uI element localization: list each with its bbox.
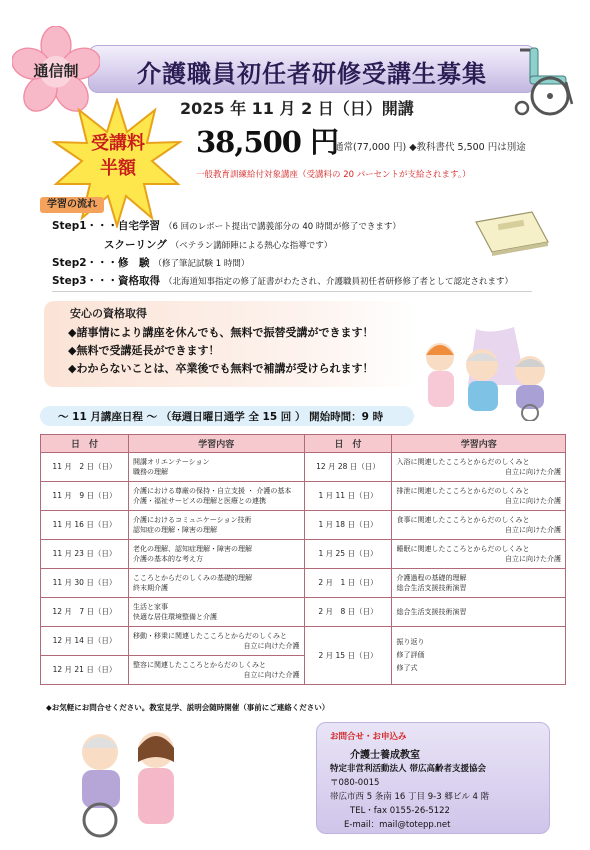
table-row: 12 月 14 日（日） 移動・移乗に関連したこころとからだのしくみと 自立に向けた介護 2 月 15 日（日） 振り返り 修了評価 修了式 [41, 627, 566, 656]
schedule-table [40, 434, 566, 685]
contact-zip: 〒080-0015 [330, 778, 380, 788]
table-row: 12 月 21 日（日） 整容に関連したこころとからだのしくみと 自立に向けた介護 [41, 656, 566, 685]
assurance-line: ◆諸事情により講座を休んでも、無料で振替受講ができます！ [68, 326, 374, 339]
step-3: Step3・・・資格取得 （北海道知事指定の修了証書がわたされ、介護職員初任者研修修了者として認定されます） [52, 275, 514, 287]
price-note: 通常(77,000 円) ◆教科書代 5,500 円は別途 [334, 142, 526, 153]
page-title: 介護職員初任者研修受講生募集 [137, 60, 487, 88]
wheelchair-icon [510, 42, 582, 118]
contact-corporation: 特定非営利活動法人 帯広高齢者支援協会 [330, 764, 486, 774]
half-price-badge: 受講料 半額 [91, 133, 145, 179]
assurance-line: ◆無料で受講延長ができます！ [68, 344, 220, 357]
column-header-content: 学習内容 [128, 435, 304, 453]
schedule-title: ～ 11 月講座日程 ～ （毎週日曜日通学 全 15 回 ） 開始時間：9 時 [58, 411, 384, 423]
learning-flow-label: 学習の流れ [40, 197, 104, 213]
title-banner [88, 45, 536, 93]
open-date: 2025 年 11 月 2 日（日）開講 [180, 99, 414, 118]
column-header-date: 日 付 [41, 435, 129, 453]
contact-org: 介護士養成教室 [350, 750, 420, 761]
assurance-title: 安心の資格取得 [70, 307, 147, 320]
step-2: Step2・・・修 験 （修了筆記試験 1 時間） [52, 257, 250, 269]
correspondence-badge: 通信制 [33, 62, 79, 80]
column-header-content: 学習内容 [392, 435, 566, 453]
table-row: 11 月 16 日（日） 介護におけるコミュニケーション技術 認知症の理解・障害の理解 1 月 18 日（日） 食事に関連したこころとからだのしくみと 自立に向けた介護 [41, 511, 566, 540]
column-header-date: 日 付 [304, 435, 392, 453]
step-schooling: スクーリング （ベテラン講師陣による熱心な指導です） [104, 239, 333, 251]
contact-address: 帯広市西 5 条南 16 丁目 9-3 郷ビル 4 階 [330, 792, 490, 802]
contact-phone[interactable]: TEL・fax 0155-26-5122 [350, 806, 450, 816]
grant-note: 一般教育訓練給付対象講座（受講料の 20 パーセントが支給されます。） [196, 170, 471, 180]
caregiver-illustration [66, 722, 204, 840]
table-row: 11 月 30 日（日） こころとからだのしくみの基礎的理解 終末期介護 2 月 1 日（日） 介護過程の基礎的理解 総合生活支援技術演習 [41, 569, 566, 598]
contact-email[interactable]: E-mail：mail@totepp.net [344, 820, 451, 830]
notebook-icon [470, 208, 552, 256]
table-row: 12 月 7 日（日） 生活と家事 快適な居住環境整備と介護 2 月 8 日（日） 総合生活支援技術演習 [41, 598, 566, 627]
assurance-line: ◆わからないことは、卒業後でも無料で補講が受けられます！ [68, 362, 374, 375]
elderly-care-illustration [418, 325, 562, 421]
price: 38,500 円 [196, 125, 339, 159]
footnote: ◆お気軽にお問合せください。教室見学、説明会随時開催（事前にご連絡ください） [46, 703, 330, 712]
divider [52, 291, 532, 292]
table-row: 11 月 9 日（日） 介護における尊厳の保持・自立支援 ・ 介護の基本 介護・福祉サービスの理解と医療との連携 1 月 11 日（日） 排泄に関連したこころとからだのしくみと 自立に向けた介護 [41, 482, 566, 511]
step-1: Step1・・・自宅学習 （6 回のレポート提出で講義部分の 40 時間が修了できます） [52, 220, 401, 232]
contact-heading: お問合せ・お申込み [330, 732, 407, 742]
table-header-row [41, 435, 566, 453]
table-row: 11 月 2 日（日） 開講オリエンテーション 職務の理解 12 月 28 日（日） 入浴に関連したこころとからだのしくみと 自立に向けた介護 [41, 453, 566, 482]
table-row: 11 月 23 日（日） 老化の理解、認知症理解・障害の理解 介護の基本的な考え方 1 月 25 日（日） 睡眠に関連したこころとからだのしくみと 自立に向けた介護 [41, 540, 566, 569]
